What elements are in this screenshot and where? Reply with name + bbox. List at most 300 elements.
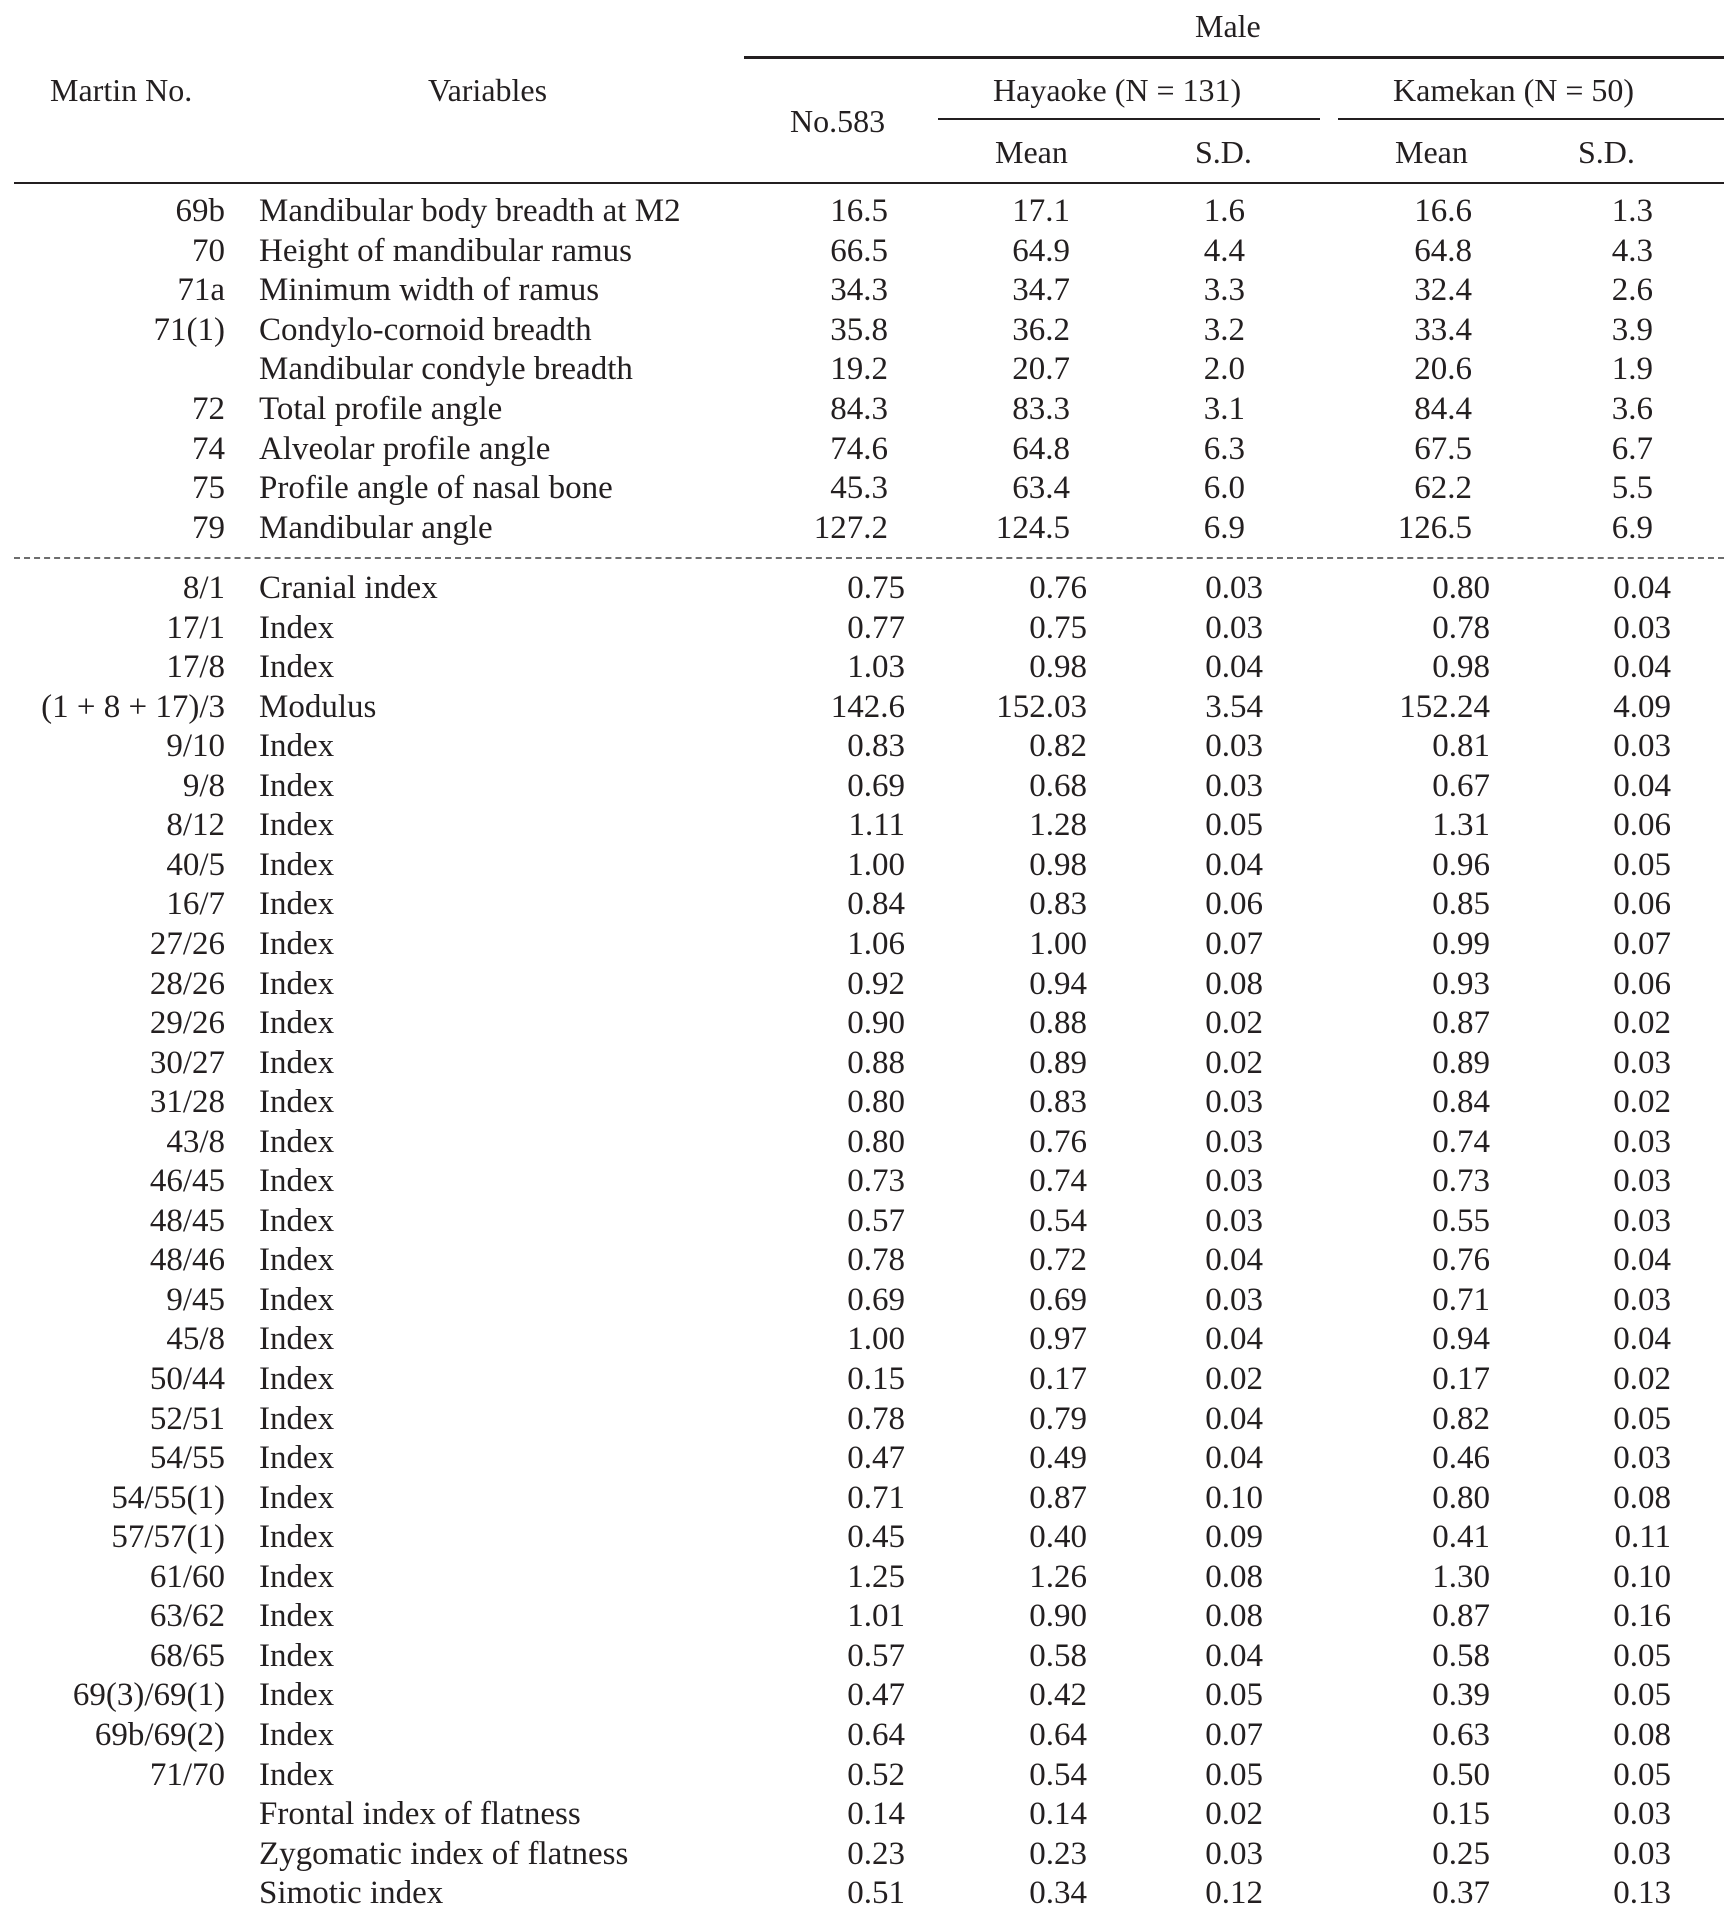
no583-cell: 0.57	[847, 1637, 905, 1674]
rule-header-bottom	[14, 182, 1724, 184]
martin-no-cell: 71/70	[149, 1756, 225, 1793]
kamekan-sd-cell: 1.9	[1611, 351, 1653, 388]
table-row	[0, 508, 1733, 548]
no583-cell: 84.3	[830, 391, 888, 427]
no583-cell: 127.2	[813, 509, 888, 546]
martin-no-cell: (1 + 8 + 17)/3	[41, 688, 225, 725]
hayaoke-sd-cell: 0.02	[1205, 1796, 1263, 1833]
hayaoke-mean-cell: 0.89	[1029, 1044, 1087, 1081]
variable-cell: Index	[259, 807, 335, 844]
variable-cell: Modulus	[259, 688, 377, 725]
hayaoke-mean-cell: 36.2	[1012, 311, 1070, 348]
kamekan-sd-cell: 6.9	[1611, 509, 1653, 546]
no583-cell: 0.51	[847, 1875, 905, 1912]
no583-cell: 0.45	[847, 1519, 905, 1556]
kamekan-sd-cell: 0.07	[1613, 925, 1671, 962]
martin-no-cell: 79	[192, 509, 225, 546]
kamekan-mean-cell: 0.87	[1432, 1005, 1490, 1042]
no583-cell: 142.6	[830, 688, 905, 725]
hayaoke-sd-cell: 0.02	[1205, 1044, 1263, 1081]
hayaoke-sd-cell: 0.04	[1205, 1242, 1263, 1279]
martin-no-cell: 8/12	[166, 807, 225, 844]
martin-no-cell: 69b/69(2)	[94, 1716, 225, 1753]
table-row	[0, 1636, 1733, 1676]
no583-cell: 1.00	[847, 1321, 905, 1358]
martin-no-cell: 72	[192, 391, 225, 427]
kamekan-mean-cell: 0.50	[1432, 1756, 1490, 1793]
no583-cell: 0.23	[847, 1835, 905, 1872]
variable-cell: Index	[259, 1123, 335, 1160]
hayaoke-sd-cell: 0.10	[1205, 1479, 1263, 1516]
hayaoke-sd-cell: 0.07	[1205, 925, 1263, 962]
hayaoke-sd-cell: 0.04	[1205, 1637, 1263, 1674]
hayaoke-sd-cell: 0.08	[1205, 1598, 1263, 1635]
no583-cell: 1.03	[847, 649, 905, 686]
no583-cell: 0.15	[847, 1361, 905, 1397]
header-kamekan: Kamekan (N = 50)	[1393, 72, 1635, 108]
table-row	[0, 1794, 1733, 1834]
martin-no-cell: 50/44	[149, 1361, 225, 1397]
hayaoke-mean-cell: 0.87	[1029, 1479, 1087, 1516]
table-row	[0, 1438, 1733, 1478]
table-row	[0, 1043, 1733, 1083]
variable-cell: Frontal index of flatness	[259, 1796, 581, 1833]
hayaoke-mean-cell: 0.49	[1029, 1440, 1087, 1477]
variable-cell: Index	[259, 925, 335, 962]
hayaoke-mean-cell: 152.03	[996, 688, 1087, 725]
martin-no-cell: 9/10	[166, 728, 225, 765]
kamekan-mean-cell: 0.58	[1432, 1637, 1490, 1674]
no583-cell: 1.01	[847, 1598, 905, 1635]
martin-no-cell: 17/1	[166, 609, 225, 646]
martin-no-cell: 48/45	[149, 1202, 225, 1239]
hayaoke-mean-cell: 0.58	[1029, 1637, 1087, 1674]
hayaoke-sd-cell: 0.03	[1205, 1163, 1263, 1200]
header-kamekan-mean: Mean	[1395, 134, 1468, 170]
table-row	[0, 468, 1733, 508]
header-hayaoke-sd: S.D.	[1195, 134, 1252, 170]
variable-cell: Profile angle of nasal bone	[259, 470, 613, 507]
no583-cell: 0.90	[847, 1005, 905, 1042]
kamekan-mean-cell: 0.80	[1432, 570, 1490, 606]
martin-no-cell: 52/51	[149, 1400, 225, 1437]
hayaoke-mean-cell: 83.3	[1012, 391, 1070, 427]
hayaoke-sd-cell: 0.03	[1205, 1281, 1263, 1318]
hayaoke-mean-cell: 0.98	[1029, 649, 1087, 686]
no583-cell: 1.06	[847, 925, 905, 962]
kamekan-mean-cell: 62.2	[1414, 470, 1472, 507]
no583-cell: 34.3	[830, 272, 888, 309]
variable-cell: Height of mandibular ramus	[259, 232, 632, 269]
variable-cell: Index	[259, 1637, 335, 1674]
hayaoke-sd-cell: 0.03	[1205, 1084, 1263, 1121]
kamekan-sd-cell: 3.6	[1611, 391, 1653, 427]
hayaoke-mean-cell: 0.68	[1029, 767, 1087, 804]
hayaoke-sd-cell: 0.03	[1205, 570, 1263, 606]
kamekan-sd-cell: 0.03	[1613, 1281, 1671, 1318]
hayaoke-mean-cell: 0.40	[1029, 1519, 1087, 1556]
variable-cell: Index	[259, 1361, 335, 1397]
kamekan-mean-cell: 0.93	[1432, 965, 1490, 1002]
no583-cell: 19.2	[830, 351, 888, 388]
variable-cell: Index	[259, 1202, 335, 1239]
hayaoke-sd-cell: 0.02	[1205, 1005, 1263, 1042]
kamekan-mean-cell: 84.4	[1414, 391, 1472, 427]
no583-cell: 1.25	[847, 1558, 905, 1595]
no583-cell: 0.14	[847, 1796, 905, 1833]
variable-cell: Index	[259, 1716, 335, 1753]
martin-no-cell: 57/57(1)	[111, 1519, 225, 1556]
hayaoke-sd-cell: 0.04	[1205, 1400, 1263, 1437]
hayaoke-sd-cell: 0.05	[1205, 807, 1263, 844]
kamekan-sd-cell: 0.02	[1613, 1005, 1671, 1042]
hayaoke-mean-cell: 34.7	[1012, 272, 1070, 309]
table-row	[0, 1359, 1733, 1399]
variable-cell: Total profile angle	[259, 391, 503, 427]
no583-cell: 0.47	[847, 1677, 905, 1714]
hayaoke-mean-cell: 0.72	[1029, 1242, 1087, 1279]
hayaoke-sd-cell: 0.03	[1205, 609, 1263, 646]
hayaoke-mean-cell: 0.79	[1029, 1400, 1087, 1437]
table-row	[0, 349, 1733, 389]
kamekan-mean-cell: 126.5	[1397, 509, 1472, 546]
no583-cell: 0.92	[847, 965, 905, 1002]
variable-cell: Index	[259, 728, 335, 765]
hayaoke-mean-cell: 0.75	[1029, 609, 1087, 646]
kamekan-mean-cell: 0.37	[1432, 1875, 1490, 1912]
table-row	[0, 1003, 1733, 1043]
hayaoke-sd-cell: 6.3	[1203, 430, 1245, 467]
variable-cell: Index	[259, 1440, 335, 1477]
martin-no-cell: 68/65	[149, 1637, 225, 1674]
martin-no-cell: 45/8	[166, 1321, 225, 1358]
hayaoke-sd-cell: 0.06	[1205, 886, 1263, 923]
kamekan-sd-cell: 0.05	[1613, 1400, 1671, 1437]
table-row	[0, 1240, 1733, 1280]
martin-no-cell: 9/45	[166, 1281, 225, 1318]
table-row	[0, 1557, 1733, 1597]
kamekan-mean-cell: 16.6	[1414, 193, 1472, 229]
variable-cell: Index	[259, 886, 335, 923]
variable-cell: Minimum width of ramus	[259, 272, 600, 309]
kamekan-mean-cell: 0.85	[1432, 886, 1490, 923]
hayaoke-sd-cell: 0.04	[1205, 1440, 1263, 1477]
kamekan-mean-cell: 0.81	[1432, 728, 1490, 765]
no583-cell: 0.69	[847, 1281, 905, 1318]
kamekan-sd-cell: 0.08	[1613, 1479, 1671, 1516]
variable-cell: Index	[259, 1677, 335, 1714]
hayaoke-mean-cell: 0.74	[1029, 1163, 1087, 1200]
variable-cell: Index	[259, 1756, 335, 1793]
table-row	[0, 964, 1733, 1004]
kamekan-sd-cell: 0.04	[1613, 1321, 1671, 1358]
table-row	[0, 924, 1733, 964]
kamekan-sd-cell: 4.3	[1611, 232, 1653, 269]
kamekan-sd-cell: 0.04	[1613, 1242, 1671, 1279]
variable-cell: Index	[259, 965, 335, 1002]
hayaoke-mean-cell: 0.34	[1029, 1875, 1087, 1912]
header-male: Male	[1195, 8, 1261, 44]
hayaoke-sd-cell: 0.04	[1205, 846, 1263, 883]
kamekan-mean-cell: 0.67	[1432, 767, 1490, 804]
kamekan-sd-cell: 0.02	[1613, 1084, 1671, 1121]
martin-no-cell: 61/60	[149, 1558, 225, 1595]
martin-no-cell: 71a	[177, 272, 225, 309]
hayaoke-sd-cell: 4.4	[1203, 232, 1245, 269]
variable-cell: Index	[259, 1242, 335, 1279]
table-row	[0, 310, 1733, 350]
martin-no-cell: 28/26	[149, 965, 225, 1002]
hayaoke-sd-cell: 6.0	[1203, 470, 1245, 507]
kamekan-mean-cell: 67.5	[1414, 430, 1472, 467]
no583-cell: 0.78	[847, 1400, 905, 1437]
hayaoke-sd-cell: 0.08	[1205, 1558, 1263, 1595]
no583-cell: 1.11	[848, 807, 905, 844]
kamekan-mean-cell: 20.6	[1414, 351, 1472, 388]
kamekan-sd-cell: 4.09	[1613, 688, 1671, 725]
kamekan-sd-cell: 0.05	[1613, 846, 1671, 883]
variable-cell: Index	[259, 1163, 335, 1200]
kamekan-mean-cell: 1.31	[1432, 807, 1490, 844]
variable-cell: Index	[259, 1281, 335, 1318]
no583-cell: 0.73	[847, 1163, 905, 1200]
kamekan-sd-cell: 0.03	[1613, 728, 1671, 765]
table-row	[0, 1201, 1733, 1241]
kamekan-mean-cell: 1.30	[1432, 1558, 1490, 1595]
hayaoke-sd-cell: 0.04	[1205, 649, 1263, 686]
martin-no-cell: 63/62	[149, 1598, 225, 1635]
hayaoke-mean-cell: 0.64	[1029, 1716, 1087, 1753]
variable-cell: Index	[259, 649, 335, 686]
table-row	[0, 231, 1733, 271]
martin-no-cell: 69(3)/69(1)	[72, 1677, 225, 1714]
variable-cell: Index	[259, 1400, 335, 1437]
kamekan-mean-cell: 0.96	[1432, 846, 1490, 883]
hayaoke-sd-cell: 6.9	[1203, 509, 1245, 546]
kamekan-sd-cell: 0.05	[1613, 1756, 1671, 1793]
table-row	[0, 1161, 1733, 1201]
variable-cell: Mandibular condyle breadth	[259, 351, 633, 388]
table-row	[0, 1715, 1733, 1755]
no583-cell: 0.77	[847, 609, 905, 646]
hayaoke-sd-cell: 3.3	[1203, 272, 1245, 309]
kamekan-sd-cell: 0.03	[1613, 609, 1671, 646]
hayaoke-mean-cell: 0.83	[1029, 1084, 1087, 1121]
hayaoke-mean-cell: 1.28	[1029, 807, 1087, 844]
kamekan-sd-cell: 0.11	[1614, 1519, 1671, 1556]
hayaoke-mean-cell: 64.8	[1012, 430, 1070, 467]
martin-no-cell: 54/55	[149, 1440, 225, 1477]
martin-no-cell: 30/27	[149, 1044, 225, 1081]
variable-cell: Index	[259, 1321, 335, 1358]
hayaoke-mean-cell: 0.23	[1029, 1835, 1087, 1872]
variable-cell: Index	[259, 1044, 335, 1081]
kamekan-sd-cell: 3.9	[1611, 311, 1653, 348]
variable-cell: Index	[259, 609, 335, 646]
section-divider	[14, 557, 1724, 559]
table-row	[0, 726, 1733, 766]
table-row	[0, 1755, 1733, 1795]
martin-no-cell: 46/45	[149, 1163, 225, 1200]
kamekan-sd-cell: 0.03	[1613, 1835, 1671, 1872]
kamekan-mean-cell: 0.98	[1432, 649, 1490, 686]
no583-cell: 0.64	[847, 1716, 905, 1753]
no583-cell: 1.00	[847, 846, 905, 883]
hayaoke-sd-cell: 0.03	[1205, 767, 1263, 804]
hayaoke-mean-cell: 64.9	[1012, 232, 1070, 269]
hayaoke-sd-cell: 3.54	[1205, 688, 1263, 725]
martin-no-cell: 54/55(1)	[111, 1479, 225, 1516]
variable-cell: Index	[259, 1084, 335, 1121]
kamekan-sd-cell: 0.02	[1613, 1361, 1671, 1397]
kamekan-mean-cell: 0.63	[1432, 1716, 1490, 1753]
no583-cell: 0.52	[847, 1756, 905, 1793]
martin-no-cell: 9/8	[182, 767, 225, 804]
martin-no-cell: 43/8	[166, 1123, 225, 1160]
kamekan-sd-cell: 0.03	[1613, 1440, 1671, 1477]
kamekan-mean-cell: 0.74	[1432, 1123, 1490, 1160]
kamekan-mean-cell: 0.76	[1432, 1242, 1490, 1279]
kamekan-sd-cell: 0.03	[1613, 1163, 1671, 1200]
hayaoke-sd-cell: 0.07	[1205, 1716, 1263, 1753]
hayaoke-mean-cell: 0.94	[1029, 965, 1087, 1002]
kamekan-mean-cell: 0.71	[1432, 1281, 1490, 1318]
table-row	[0, 805, 1733, 845]
hayaoke-sd-cell: 0.03	[1205, 1123, 1263, 1160]
header-hayaoke: Hayaoke (N = 131)	[993, 72, 1242, 108]
hayaoke-mean-cell: 0.69	[1029, 1281, 1087, 1318]
table-row	[0, 1873, 1733, 1913]
no583-cell: 16.5	[830, 193, 888, 229]
table-row	[0, 191, 1733, 231]
kamekan-sd-cell: 0.03	[1613, 1796, 1671, 1833]
variable-cell: Mandibular angle	[259, 509, 493, 546]
hayaoke-mean-cell: 0.42	[1029, 1677, 1087, 1714]
hayaoke-mean-cell: 0.14	[1029, 1796, 1087, 1833]
no583-cell: 0.71	[847, 1479, 905, 1516]
table-row	[0, 389, 1733, 429]
martin-no-cell: 71(1)	[153, 311, 225, 348]
hayaoke-mean-cell: 0.76	[1029, 570, 1087, 606]
variable-cell: Index	[259, 846, 335, 883]
variable-cell: Index	[259, 1005, 335, 1042]
kamekan-mean-cell: 0.25	[1432, 1835, 1490, 1872]
kamekan-mean-cell: 152.24	[1399, 688, 1490, 725]
table-row	[0, 884, 1733, 924]
martin-no-cell: 31/28	[149, 1084, 225, 1121]
table-row	[0, 608, 1733, 648]
kamekan-sd-cell: 0.16	[1613, 1598, 1671, 1635]
table-row	[0, 1675, 1733, 1715]
martin-no-cell: 70	[192, 232, 225, 269]
variable-cell: Alveolar profile angle	[259, 430, 551, 467]
martin-no-cell: 16/7	[166, 886, 225, 923]
kamekan-mean-cell: 0.78	[1432, 609, 1490, 646]
martin-no-cell: 69b	[175, 193, 225, 229]
table-row	[0, 270, 1733, 310]
hayaoke-sd-cell: 0.03	[1205, 1202, 1263, 1239]
table-row	[0, 845, 1733, 885]
kamekan-sd-cell: 0.03	[1613, 1123, 1671, 1160]
kamekan-mean-cell: 33.4	[1414, 311, 1472, 348]
variable-cell: Mandibular body breadth at M2	[259, 193, 681, 229]
table-row	[0, 1319, 1733, 1359]
table-row	[0, 1280, 1733, 1320]
no583-cell: 0.69	[847, 767, 905, 804]
kamekan-mean-cell: 0.41	[1432, 1519, 1490, 1556]
hayaoke-sd-cell: 0.05	[1205, 1677, 1263, 1714]
no583-cell: 0.84	[847, 886, 905, 923]
hayaoke-sd-cell: 0.12	[1205, 1875, 1263, 1912]
no583-cell: 0.88	[847, 1044, 905, 1081]
hayaoke-mean-cell: 1.26	[1029, 1558, 1087, 1595]
table-row	[0, 1517, 1733, 1557]
table-row	[0, 429, 1733, 469]
kamekan-sd-cell: 0.03	[1613, 1044, 1671, 1081]
hayaoke-mean-cell: 20.7	[1012, 351, 1070, 388]
kamekan-sd-cell: 2.6	[1611, 272, 1653, 309]
variable-cell: Index	[259, 1558, 335, 1595]
table-row	[0, 766, 1733, 806]
rule-male	[744, 56, 1724, 59]
header-variables: Variables	[428, 72, 548, 108]
no583-cell: 66.5	[830, 232, 888, 269]
variable-cell: Index	[259, 767, 335, 804]
no583-cell: 0.80	[847, 1084, 905, 1121]
table-row	[0, 687, 1733, 727]
hayaoke-mean-cell: 0.17	[1029, 1361, 1087, 1397]
table-row	[0, 1834, 1733, 1874]
rule-kamekan	[1338, 118, 1724, 120]
hayaoke-sd-cell: 0.03	[1205, 1835, 1263, 1872]
martin-no-cell: 40/5	[166, 846, 225, 883]
kamekan-sd-cell: 0.06	[1613, 965, 1671, 1002]
rule-hayaoke	[938, 118, 1320, 120]
kamekan-mean-cell: 0.82	[1432, 1400, 1490, 1437]
header-no583: No.583	[790, 103, 886, 139]
kamekan-sd-cell: 0.03	[1613, 1202, 1671, 1239]
hayaoke-sd-cell: 0.08	[1205, 965, 1263, 1002]
martin-no-cell: 17/8	[166, 649, 225, 686]
hayaoke-mean-cell: 0.97	[1029, 1321, 1087, 1358]
kamekan-mean-cell: 0.99	[1432, 925, 1490, 962]
hayaoke-sd-cell: 3.2	[1203, 311, 1245, 348]
variable-cell: Simotic index	[259, 1875, 444, 1912]
kamekan-mean-cell: 0.55	[1432, 1202, 1490, 1239]
hayaoke-mean-cell: 0.54	[1029, 1202, 1087, 1239]
hayaoke-sd-cell: 0.02	[1205, 1361, 1263, 1397]
table-row	[0, 1478, 1733, 1518]
hayaoke-sd-cell: 0.04	[1205, 1321, 1263, 1358]
no583-cell: 0.57	[847, 1202, 905, 1239]
kamekan-mean-cell: 0.89	[1432, 1044, 1490, 1081]
table-row	[0, 1082, 1733, 1122]
hayaoke-mean-cell: 0.90	[1029, 1598, 1087, 1635]
no583-cell: 0.83	[847, 728, 905, 765]
kamekan-mean-cell: 64.8	[1414, 232, 1472, 269]
martin-no-cell: 8/1	[182, 570, 225, 606]
variable-cell: Condylo-cornoid breadth	[259, 311, 592, 348]
hayaoke-sd-cell: 0.09	[1205, 1519, 1263, 1556]
kamekan-sd-cell: 0.06	[1613, 807, 1671, 844]
kamekan-mean-cell: 0.39	[1432, 1677, 1490, 1714]
variable-cell: Index	[259, 1479, 335, 1516]
header-kamekan-sd: S.D.	[1578, 134, 1635, 170]
hayaoke-mean-cell: 0.54	[1029, 1756, 1087, 1793]
hayaoke-sd-cell: 1.6	[1203, 193, 1245, 229]
martin-no-cell: 27/26	[149, 925, 225, 962]
kamekan-mean-cell: 32.4	[1414, 272, 1472, 309]
